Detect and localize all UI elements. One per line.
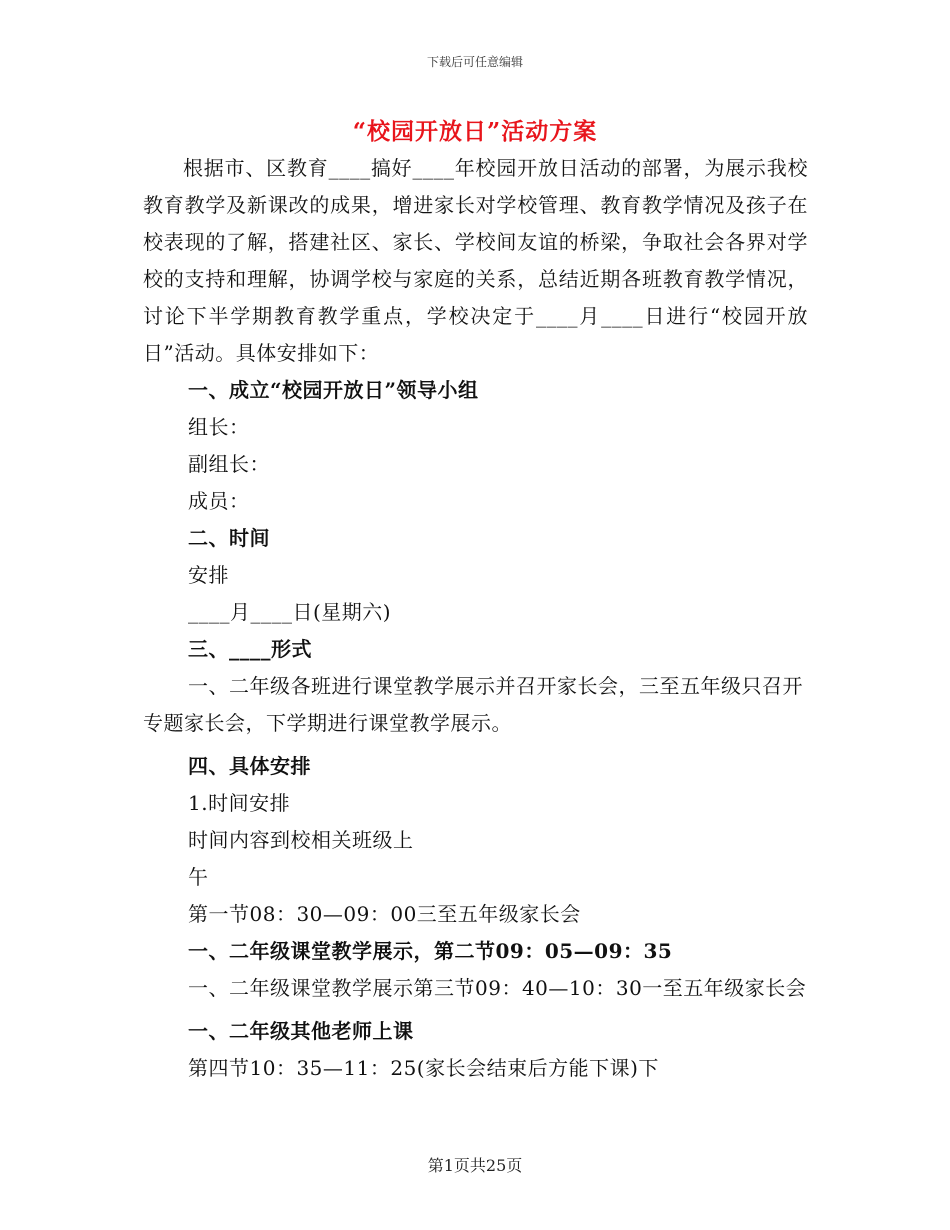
period4-line: 第四节10：35—11：25(家长会结束后方能下课)下 <box>188 1056 659 1080</box>
intro-paragraph: 根据市、区教育____搞好____年校园开放日活动的部署，为展示我校教育教学及新课改的成果，增进家长对学校管理、教育教学情况及孩子在校表现的了解，搭建社区、家长、学校间友谊的桥梁，争取社会各界对学校的支持和理解，协调学校与家庭的关系，总结近期各班教育教学情况，讨论下半学期教育教学重点，学校决定于____月____日进行“校园开放日”活动。具体安排如下： <box>143 156 808 365</box>
section-heading-form: 三、____形式 <box>188 637 312 661</box>
date-line: ____月____日(星期六) <box>188 600 392 624</box>
period1-line: 第一节08：30—09：00三至五年级家长会 <box>188 902 581 926</box>
document-body <box>143 150 808 1087</box>
document-title: “校园开放日”活动方案 <box>352 118 598 145</box>
other-teachers-line: 一、二年级其他老师上课 <box>188 1019 414 1043</box>
leader-line: 组长： <box>188 415 250 439</box>
section-heading-schedule: 四、具体安排 <box>188 754 311 778</box>
form-description: 一、二年级各班进行课堂教学展示并召开家长会，三至五年级只召开专题家长会，下学期进行课堂教学展示。 <box>143 674 803 735</box>
period3-line: 一、二年级课堂教学展示第三节09：40—10：30一至五年级家长会 <box>188 976 807 1000</box>
period2-line: 一、二年级课堂教学展示，第二节09：05—09：35 <box>188 939 673 963</box>
vice-leader-line: 副组长： <box>188 452 270 476</box>
schedule-columns-line: 时间内容到校相关班级上 <box>188 828 414 852</box>
page-number-footer: 第1页共25页 <box>427 1156 523 1175</box>
members-line: 成员： <box>188 489 250 513</box>
noon-line: 午 <box>188 865 209 889</box>
page-header-note: 下载后可任意编辑 <box>426 55 523 69</box>
schedule-subheading: 1.时间安排 <box>188 791 291 815</box>
arrange-line: 安排 <box>188 563 229 587</box>
section-heading-time: 二、时间 <box>188 526 270 550</box>
section-heading-leadership: 一、成立“校园开放日”领导小组 <box>188 378 479 402</box>
